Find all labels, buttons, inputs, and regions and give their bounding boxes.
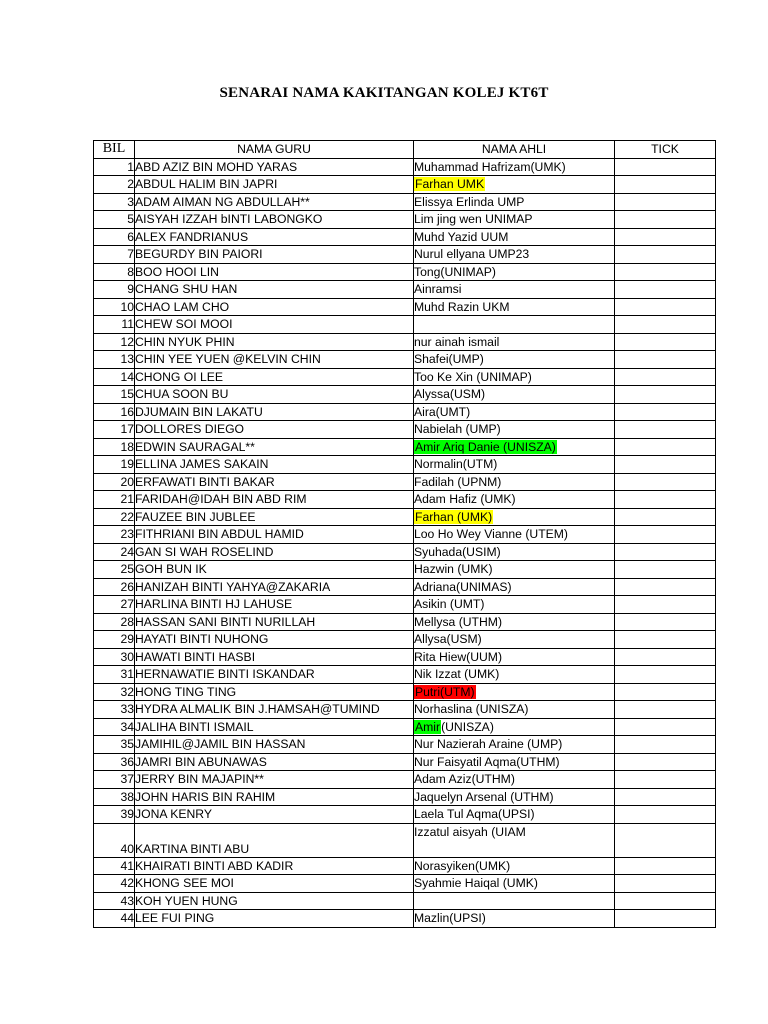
- member-name-cell: [414, 613, 615, 631]
- header-tick: TICK: [615, 141, 716, 159]
- member-name: Nik Izzat (UMK): [414, 667, 500, 682]
- table-row: [94, 421, 716, 439]
- row-number: 43: [94, 892, 135, 910]
- row-number: 41: [94, 857, 135, 875]
- table-row: [94, 736, 716, 754]
- member-name-cell: [414, 788, 615, 806]
- tick-cell[interactable]: [615, 701, 716, 719]
- document-title: SENARAI NAMA KAKITANGAN KOLEJ KT6T: [219, 85, 549, 101]
- tick-cell[interactable]: [615, 508, 716, 526]
- teacher-name: ELLINA JAMES SAKAIN: [135, 456, 414, 474]
- member-name: Farhan UMK: [415, 177, 485, 192]
- tick-cell[interactable]: [615, 263, 716, 281]
- tick-cell[interactable]: [615, 281, 716, 299]
- teacher-name: BOO HOOI LIN: [135, 263, 414, 281]
- row-number: 30: [94, 648, 135, 666]
- member-name: Jaquelyn Arsenal (UTHM): [414, 789, 554, 804]
- table-row: [94, 561, 716, 579]
- teacher-name: JALIHA BINTI ISMAIL: [135, 718, 414, 736]
- member-name-cell: [414, 736, 615, 754]
- table-row: [94, 368, 716, 386]
- member-name: Asikin (UMT): [414, 597, 485, 612]
- row-number: 38: [94, 788, 135, 806]
- row-number: 3: [94, 193, 135, 211]
- member-name: Adam Aziz(UTHM): [414, 772, 515, 787]
- staff-table: [93, 140, 716, 928]
- member-name: Too Ke Xin (UNIMAP): [414, 369, 532, 384]
- member-name-cell: [414, 438, 615, 456]
- row-number: 8: [94, 263, 135, 281]
- tick-cell[interactable]: [615, 857, 716, 875]
- tick-cell[interactable]: [615, 473, 716, 491]
- table-row: [94, 228, 716, 246]
- tick-cell[interactable]: [615, 351, 716, 369]
- member-name: Nur Nazierah Araine (UMP): [414, 737, 563, 752]
- member-name-cell: [414, 578, 615, 596]
- member-name: Muhd Razin UKM: [414, 299, 510, 314]
- header-nama-ahli: NAMA AHLI: [414, 141, 615, 159]
- tick-cell[interactable]: [615, 491, 716, 509]
- member-name: Mazlin(UPSI): [414, 911, 486, 926]
- row-number: 17: [94, 421, 135, 439]
- member-name: Lim jing wen UNIMAP: [414, 212, 533, 227]
- member-name: Muhd Yazid UUM: [414, 229, 509, 244]
- teacher-name: GAN SI WAH ROSELIND: [135, 543, 414, 561]
- table-row: [94, 718, 716, 736]
- row-number: 25: [94, 561, 135, 579]
- table-row: [94, 316, 716, 334]
- table-row: [94, 823, 716, 857]
- member-name-cell: [414, 263, 615, 281]
- member-name: Alyssa(USM): [414, 387, 486, 402]
- teacher-name: DJUMAIN BIN LAKATU: [135, 403, 414, 421]
- member-name-cell: [414, 316, 615, 334]
- member-name-cell: [414, 683, 615, 701]
- tick-cell[interactable]: [615, 298, 716, 316]
- row-number: 5: [94, 211, 135, 229]
- tick-cell[interactable]: [615, 421, 716, 439]
- table-row: [94, 351, 716, 369]
- tick-cell[interactable]: [615, 613, 716, 631]
- member-name-cell: [414, 526, 615, 544]
- member-name: Rita Hiew(UUM): [414, 649, 503, 664]
- member-name-cell: [414, 228, 615, 246]
- row-number: 21: [94, 491, 135, 509]
- tick-cell[interactable]: [615, 910, 716, 928]
- row-number: 22: [94, 508, 135, 526]
- teacher-name: CHIN YEE YUEN @KELVIN CHIN: [135, 351, 414, 369]
- row-number: 16: [94, 403, 135, 421]
- member-name: Aira(UMT): [414, 404, 471, 419]
- member-name-cell: [414, 176, 615, 194]
- member-name-cell: [414, 246, 615, 264]
- member-name-cell: [414, 333, 615, 351]
- table-row: [94, 281, 716, 299]
- row-number: 11: [94, 316, 135, 334]
- member-name-cell: [414, 771, 615, 789]
- teacher-name: HAWATI BINTI HASBI: [135, 648, 414, 666]
- row-number: 10: [94, 298, 135, 316]
- teacher-name: LEE FUI PING: [135, 910, 414, 928]
- tick-cell[interactable]: [615, 596, 716, 614]
- tick-cell[interactable]: [615, 543, 716, 561]
- teacher-name: HYDRA ALMALIK BIN J.HAMSAH@TUMIND: [135, 701, 414, 719]
- teacher-name: DOLLORES DIEGO: [135, 421, 414, 439]
- table-row: [94, 298, 716, 316]
- member-name-cell: [414, 910, 615, 928]
- table-row: [94, 910, 716, 928]
- member-name-cell: [414, 211, 615, 229]
- member-name: Shafei(UMP): [414, 352, 484, 367]
- tick-cell[interactable]: [615, 526, 716, 544]
- table-row: [94, 403, 716, 421]
- member-name: Izzatul aisyah (UIAM: [414, 824, 526, 839]
- table-row: [94, 158, 716, 176]
- row-number: 6: [94, 228, 135, 246]
- member-name: Loo Ho Wey Vianne (UTEM): [414, 527, 568, 542]
- member-name: Amir Ariq Danie (UNISZA): [415, 439, 556, 454]
- row-number: 34: [94, 718, 135, 736]
- table-row: [94, 701, 716, 719]
- table-row: [94, 211, 716, 229]
- member-name: Norhaslina (UNISZA): [414, 702, 529, 717]
- row-number: 20: [94, 473, 135, 491]
- teacher-name: CHONG OI LEE: [135, 368, 414, 386]
- row-number: 27: [94, 596, 135, 614]
- tick-cell[interactable]: [615, 333, 716, 351]
- row-number: 40: [94, 823, 135, 857]
- table-body: [94, 158, 716, 927]
- member-name: Allysa(USM): [414, 632, 482, 647]
- tick-cell[interactable]: [615, 648, 716, 666]
- header-bil: BIL: [94, 141, 135, 159]
- row-number: 35: [94, 736, 135, 754]
- member-name: Syuhada(USIM): [414, 544, 501, 559]
- teacher-name: HASSAN SANI BINTI NURILLAH: [135, 613, 414, 631]
- teacher-name: KOH YUEN HUNG: [135, 892, 414, 910]
- member-name: Putri(UTM): [415, 684, 475, 699]
- row-number: 28: [94, 613, 135, 631]
- member-name-cell: [414, 403, 615, 421]
- row-number: 36: [94, 753, 135, 771]
- row-number: 13: [94, 351, 135, 369]
- table-row: [94, 648, 716, 666]
- teacher-name: ALEX FANDRIANUS: [135, 228, 414, 246]
- table-row: [94, 857, 716, 875]
- tick-cell[interactable]: [615, 631, 716, 649]
- row-number: 29: [94, 631, 135, 649]
- tick-cell[interactable]: [615, 246, 716, 264]
- tick-cell[interactable]: [615, 806, 716, 824]
- member-name-cell: [414, 386, 615, 404]
- table-row: [94, 246, 716, 264]
- tick-cell[interactable]: [615, 316, 716, 334]
- table-row: [94, 333, 716, 351]
- teacher-name: JERRY BIN MAJAPIN**: [135, 771, 414, 789]
- table-row: [94, 193, 716, 211]
- tick-cell[interactable]: [615, 718, 716, 736]
- table-row: [94, 543, 716, 561]
- member-name-cell: [414, 892, 615, 910]
- teacher-name: HARLINA BINTI HJ LAHUSE: [135, 596, 414, 614]
- row-number: 32: [94, 683, 135, 701]
- row-number: 7: [94, 246, 135, 264]
- member-name: Syahmie Haiqal (UMK): [414, 876, 538, 891]
- member-name: Ainramsi: [414, 282, 462, 297]
- tick-cell[interactable]: [615, 788, 716, 806]
- teacher-name: EDWIN SAURAGAL**: [135, 438, 414, 456]
- teacher-name: JOHN HARIS BIN RAHIM: [135, 788, 414, 806]
- header-nama-guru: NAMA GURU: [135, 141, 414, 159]
- member-name-cell: [414, 456, 615, 474]
- row-number: 14: [94, 368, 135, 386]
- member-name-cell: [414, 561, 615, 579]
- tick-cell[interactable]: [615, 771, 716, 789]
- table-row: [94, 771, 716, 789]
- tick-cell[interactable]: [615, 823, 716, 857]
- teacher-name: KHONG SEE MOI: [135, 875, 414, 893]
- teacher-name: ADAM AIMAN NG ABDULLAH**: [135, 193, 414, 211]
- table-row: [94, 578, 716, 596]
- row-number: 15: [94, 386, 135, 404]
- member-name-cell: [414, 596, 615, 614]
- member-name-cell: [414, 631, 615, 649]
- member-name: Farhan (UMK): [415, 509, 493, 524]
- table-row: [94, 438, 716, 456]
- member-name-cell: [414, 281, 615, 299]
- row-number: 39: [94, 806, 135, 824]
- member-name-cell: [414, 298, 615, 316]
- member-name: Nurul ellyana UMP23: [414, 247, 530, 262]
- member-name: Adam Hafiz (UMK): [414, 492, 516, 507]
- teacher-name: JAMRI BIN ABUNAWAS: [135, 753, 414, 771]
- table-row: [94, 176, 716, 194]
- row-number: 37: [94, 771, 135, 789]
- row-number: 44: [94, 910, 135, 928]
- member-name-cell: [414, 806, 615, 824]
- table-row: [94, 753, 716, 771]
- member-name: Nabielah (UMP): [414, 422, 501, 437]
- teacher-name: KARTINA BINTI ABU: [135, 823, 414, 857]
- table-row: [94, 386, 716, 404]
- teacher-name: HONG TING TING: [135, 683, 414, 701]
- table-row: [94, 456, 716, 474]
- member-name: Adriana(UNIMAS): [414, 579, 512, 594]
- teacher-name: FAUZEE BIN JUBLEE: [135, 508, 414, 526]
- table-row: [94, 875, 716, 893]
- member-name-cell: [414, 648, 615, 666]
- row-number: 24: [94, 543, 135, 561]
- teacher-name: FARIDAH@IDAH BIN ABD RIM: [135, 491, 414, 509]
- teacher-name: BEGURDY BIN PAIORI: [135, 246, 414, 264]
- table-row: [94, 613, 716, 631]
- teacher-name: CHUA SOON BU: [135, 386, 414, 404]
- teacher-name: HANIZAH BINTI YAHYA@ZAKARIA: [135, 578, 414, 596]
- row-number: 26: [94, 578, 135, 596]
- row-number: 33: [94, 701, 135, 719]
- member-name-cell: [414, 368, 615, 386]
- member-name-cell: [414, 701, 615, 719]
- tick-cell[interactable]: [615, 228, 716, 246]
- member-name: Normalin(UTM): [414, 457, 498, 472]
- row-number: 9: [94, 281, 135, 299]
- member-name-cell: [414, 473, 615, 491]
- member-name-cell: [414, 823, 615, 857]
- tick-cell[interactable]: [615, 368, 716, 386]
- member-name: Muhammad Hafrizam(UMK): [414, 159, 566, 174]
- teacher-name: CHEW SOI MOOI: [135, 316, 414, 334]
- row-number: 2: [94, 176, 135, 194]
- teacher-name: AISYAH IZZAH bINTI LABONGKO: [135, 211, 414, 229]
- row-number: 23: [94, 526, 135, 544]
- member-name-cell: [414, 718, 615, 736]
- table-row: [94, 666, 716, 684]
- teacher-name: CHANG SHU HAN: [135, 281, 414, 299]
- member-name-cell: [414, 158, 615, 176]
- table-row: [94, 892, 716, 910]
- member-name-cell: [414, 875, 615, 893]
- table-row: [94, 491, 716, 509]
- teacher-name: JONA KENRY: [135, 806, 414, 824]
- tick-cell[interactable]: [615, 875, 716, 893]
- member-name: (UNISZA): [441, 719, 494, 734]
- member-name-cell: [414, 666, 615, 684]
- table-row: [94, 596, 716, 614]
- teacher-name: HAYATI BINTI NUHONG: [135, 631, 414, 649]
- member-name-highlight: Amir: [415, 719, 441, 734]
- tick-cell[interactable]: [615, 578, 716, 596]
- member-name-cell: [414, 193, 615, 211]
- table-row: [94, 683, 716, 701]
- tick-cell[interactable]: [615, 403, 716, 421]
- row-number: 12: [94, 333, 135, 351]
- member-name: Nur Faisyatil Aqma(UTHM): [414, 754, 560, 769]
- member-name-cell: [414, 491, 615, 509]
- tick-cell[interactable]: [615, 683, 716, 701]
- member-name-cell: [414, 351, 615, 369]
- row-number: 19: [94, 456, 135, 474]
- table-row: [94, 788, 716, 806]
- table-header-row: [94, 141, 716, 159]
- tick-cell[interactable]: [615, 561, 716, 579]
- tick-cell[interactable]: [615, 666, 716, 684]
- tick-cell[interactable]: [615, 176, 716, 194]
- tick-cell[interactable]: [615, 736, 716, 754]
- member-name: Elissya Erlinda UMP: [414, 194, 525, 209]
- tick-cell[interactable]: [615, 456, 716, 474]
- row-number: 18: [94, 438, 135, 456]
- tick-cell[interactable]: [615, 193, 716, 211]
- member-name: nur ainah ismail: [414, 334, 500, 349]
- teacher-name: CHIN NYUK PHIN: [135, 333, 414, 351]
- table-row: [94, 473, 716, 491]
- member-name-cell: [414, 753, 615, 771]
- member-name: Hazwin (UMK): [414, 562, 493, 577]
- member-name-cell: [414, 857, 615, 875]
- tick-cell[interactable]: [615, 892, 716, 910]
- member-name: Mellysa (UTHM): [414, 614, 503, 629]
- teacher-name: FITHRIANI BIN ABDUL HAMID: [135, 526, 414, 544]
- table-row: [94, 526, 716, 544]
- teacher-name: CHAO LAM CHO: [135, 298, 414, 316]
- teacher-name: ABD AZIZ BIN MOHD YARAS: [135, 158, 414, 176]
- tick-cell[interactable]: [615, 211, 716, 229]
- member-name: Laela Tul Aqma(UPSI): [414, 807, 535, 822]
- table-row: [94, 263, 716, 281]
- member-name: Tong(UNIMAP): [414, 264, 496, 279]
- tick-cell[interactable]: [615, 753, 716, 771]
- tick-cell[interactable]: [615, 438, 716, 456]
- table-row: [94, 631, 716, 649]
- tick-cell[interactable]: [615, 386, 716, 404]
- row-number: 1: [94, 158, 135, 176]
- teacher-name: ABDUL HALIM BIN JAPRI: [135, 176, 414, 194]
- teacher-name: JAMIHIL@JAMIL BIN HASSAN: [135, 736, 414, 754]
- table-row: [94, 806, 716, 824]
- member-name-cell: [414, 543, 615, 561]
- member-name: Norasyiken(UMK): [414, 858, 511, 873]
- teacher-name: KHAIRATI BINTI ABD KADIR: [135, 857, 414, 875]
- member-name-cell: [414, 421, 615, 439]
- row-number: 31: [94, 666, 135, 684]
- member-name-cell: [414, 508, 615, 526]
- teacher-name: HERNAWATIE BINTI ISKANDAR: [135, 666, 414, 684]
- teacher-name: ERFAWATI BINTI BAKAR: [135, 473, 414, 491]
- member-name: Fadilah (UPNM): [414, 474, 502, 489]
- row-number: 42: [94, 875, 135, 893]
- table-row: [94, 508, 716, 526]
- tick-cell[interactable]: [615, 158, 716, 176]
- teacher-name: GOH BUN IK: [135, 561, 414, 579]
